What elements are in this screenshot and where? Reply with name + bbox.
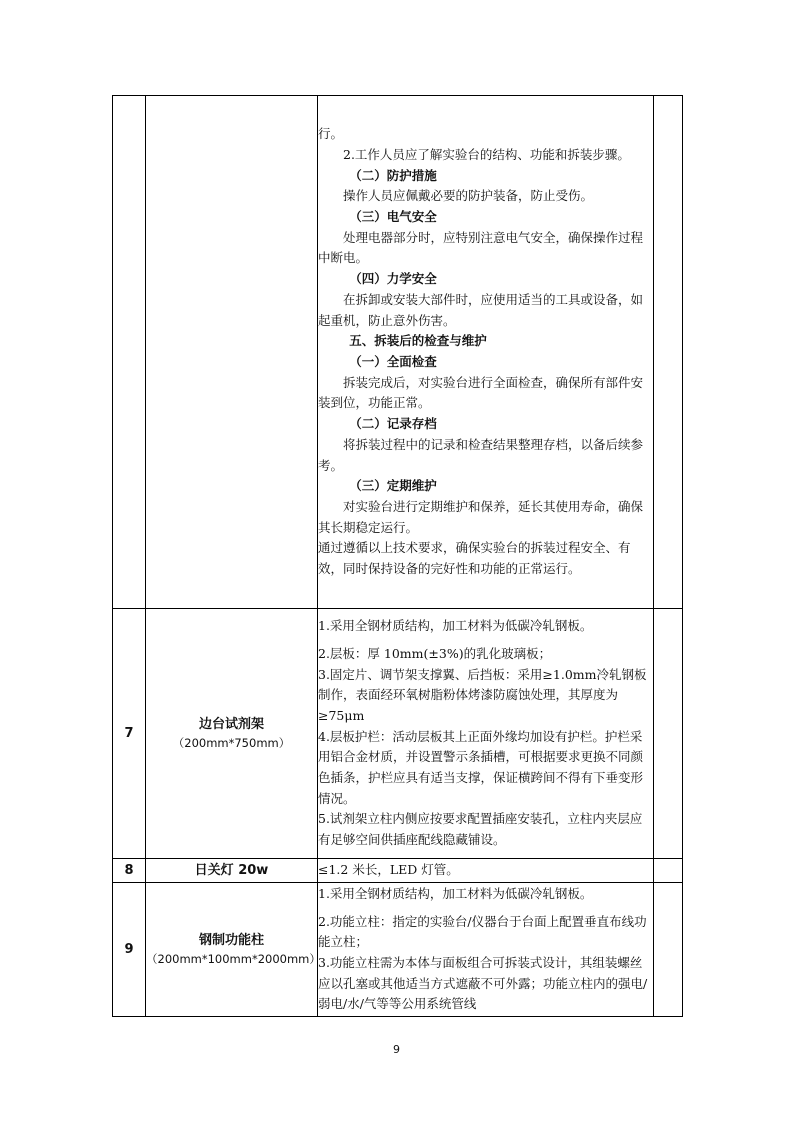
text-line: 4.层板护栏：活动层板其上正面外缘均加设有护栏。护栏采用铝合金材质，并设置警示条插槽，可根据要求更换不同颜色插条，护栏应具有适当支撑，保证横跨间不得有下垂变形情况。 xyxy=(318,728,644,806)
num-cell xyxy=(113,96,146,609)
remark-cell xyxy=(654,859,683,883)
text-line: ≤1.2 米长，LED 灯管。 xyxy=(318,862,459,878)
text-line: 2.工作人员应了解实验台的结构、功能和拆装步骤。 xyxy=(343,146,630,162)
item-name: 钢制功能柱 xyxy=(198,932,264,948)
remark-cell xyxy=(654,609,683,859)
text-line: 5.试剂架立柱内侧应按要求配置插座安装孔，立柱内夹层应有足够空间供插座配线隐藏铺设。 xyxy=(318,811,643,848)
section-heading: 五、拆装后的检查与维护 xyxy=(349,333,487,349)
text-line: 3.固定片、调节架支撑翼、后挡板：采用≥1.0mm冷轧钢板制作，表面经环氧树脂粉体烤漆防腐蚀处理，其厚度为≥75μm xyxy=(318,666,647,723)
table-row-9 xyxy=(113,883,683,1017)
text-line: 将拆装过程中的记录和检查结果整理存档，以备后续参考。 xyxy=(318,436,644,473)
text-line: 处理电器部分时，应特别注意电气安全，确保操作过程中断电。 xyxy=(318,229,644,266)
item-name: 边台试剂架 xyxy=(198,716,264,732)
num-cell: 8 xyxy=(113,859,146,883)
item-name: 日关灯 20w xyxy=(194,863,269,878)
text-line: 3.功能立柱需为本体与面板组合可拆装式设计，其组装螺丝应以孔塞或其他适当方式遮蔽不可外露；功能立柱内的强电/弱电/水/气等等公用系统管线 xyxy=(318,955,648,1012)
table-row-8 xyxy=(113,859,683,883)
requirements-cell xyxy=(318,859,654,883)
spec-table xyxy=(112,95,683,1017)
name-cell xyxy=(146,859,318,883)
text-line: 1.采用全钢材质结构，加工材料为低碳冷轧钢板。 xyxy=(318,885,593,901)
text-line: 通过遵循以上技术要求，确保实验台的拆装过程安全、有效，同时保持设备的完好性和功能的正常运行。 xyxy=(318,540,631,577)
requirements-cell xyxy=(318,609,654,859)
text-line: 操作人员应佩戴必要的防护装备，防止受伤。 xyxy=(343,188,594,204)
remark-cell xyxy=(654,883,683,1017)
text-line: 拆装完成后，对实验台进行全面检查，确保所有部件安装到位，功能正常。 xyxy=(318,374,644,411)
text-line: 行。 xyxy=(318,126,344,142)
item-dimensions: （200mm*750mm） xyxy=(172,735,291,750)
requirements-cell xyxy=(318,96,654,609)
section-heading: （三）定期维护 xyxy=(349,478,437,494)
section-heading: （四）力学安全 xyxy=(349,271,437,287)
table-row-continued xyxy=(113,96,683,609)
section-heading: （二）记录存档 xyxy=(349,416,437,432)
name-cell xyxy=(146,96,318,609)
text-line: 对实验台进行定期维护和保养，延长其使用寿命，确保其长期稳定运行。 xyxy=(318,498,644,535)
name-cell xyxy=(146,883,321,1017)
section-heading: （三）电气安全 xyxy=(349,209,437,225)
text-line: 2.层板：厚 10mm(±3%)的乳化玻璃板； xyxy=(318,645,552,661)
num-cell: 9 xyxy=(113,883,146,1017)
text-line: 在拆卸或安装大部件时，应使用适当的工具或设备，如起重机，防止意外伤害。 xyxy=(318,291,644,328)
name-cell xyxy=(146,609,318,859)
table-row-7 xyxy=(113,609,683,859)
section-heading: （一）全面检查 xyxy=(349,354,437,369)
page-number: 9 xyxy=(393,1043,400,1056)
section-heading: （二）防护措施 xyxy=(349,167,437,183)
text-line: 2.功能立柱：指定的实验台/仪器台于台面上配置垂直布线功能立柱； xyxy=(318,913,647,950)
text-line: 1.采用全钢材质结构，加工材料为低碳冷轧钢板。 xyxy=(318,618,593,634)
num-cell: 7 xyxy=(113,609,146,859)
remark-cell xyxy=(654,96,683,609)
item-dimensions: （200mm*100mm*2000mm） xyxy=(146,951,321,966)
requirements-cell xyxy=(318,883,654,1017)
